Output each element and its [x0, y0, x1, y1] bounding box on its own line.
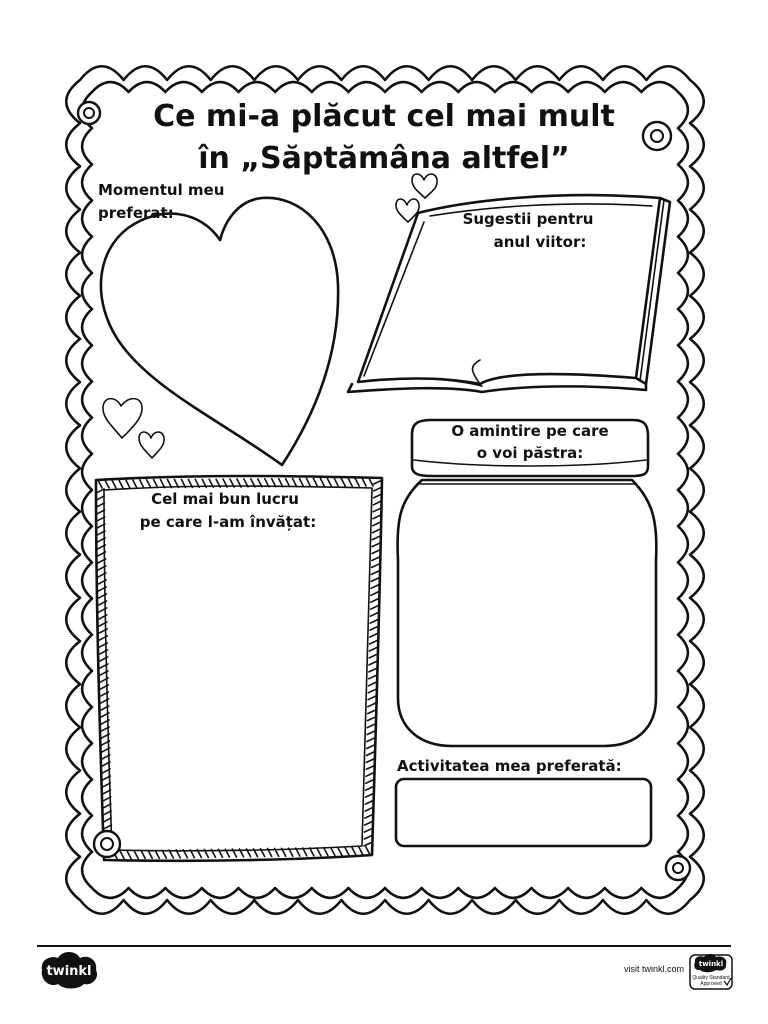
rope-ring: [94, 831, 120, 857]
corner-ring-top-right: [643, 122, 671, 150]
activity-label: Activitatea mea preferată:: [397, 757, 622, 775]
quality-badge: [690, 954, 732, 989]
jar-label-line-2: o voi păstra:: [476, 444, 584, 462]
heart-label-line-1: Momentul meu: [98, 181, 225, 199]
badge-line-1: Quality Standard: [692, 975, 730, 981]
title-line-2: în „Săptămâna altfel”: [198, 141, 570, 176]
badge-line-2: Approved: [700, 981, 722, 987]
twinkl-logo-text: twinkl: [46, 964, 92, 979]
title-line-1: Ce mi-a plăcut cel mai mult: [153, 99, 615, 134]
badge-brand: twinkl: [698, 960, 724, 968]
rope-label-line-1: Cel mai bun lucru: [151, 490, 299, 508]
book-label-line-1: Sugestii pentru: [462, 210, 594, 228]
visit-link[interactable]: visit twinkl.com: [623, 964, 684, 974]
rope-label-line-2: pe care l-am învățat:: [139, 513, 317, 531]
jar-label-line-1: O amintire pe care: [451, 422, 609, 440]
heart-label-line-2: preferat:: [98, 204, 174, 222]
corner-ring-bottom-right: [666, 856, 690, 880]
corner-ring-top-left: [78, 102, 100, 124]
book-label-line-2: anul viitor:: [493, 233, 587, 251]
